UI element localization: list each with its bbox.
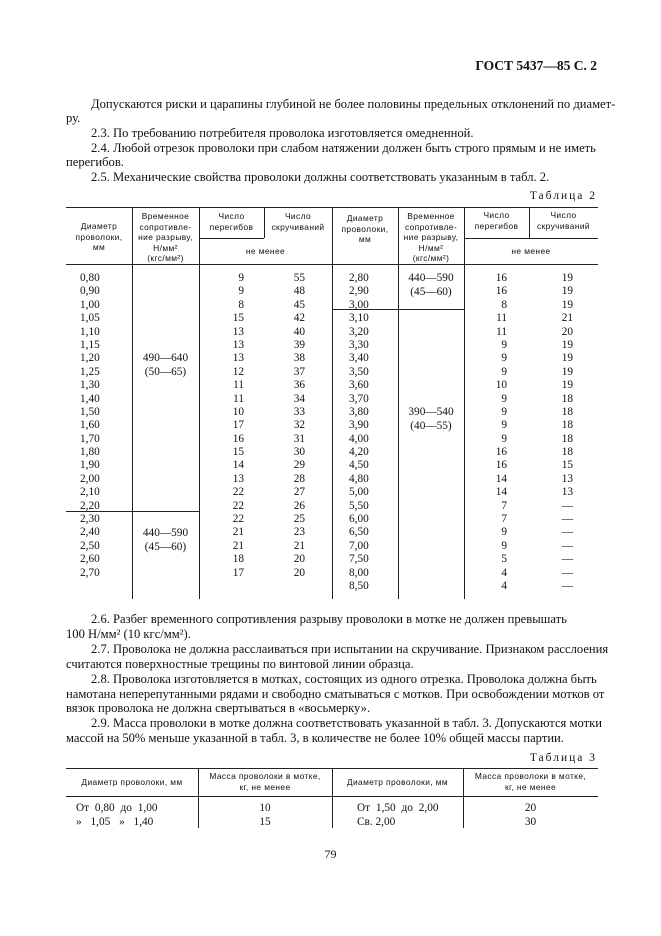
t2-cell-bends: 13	[232, 325, 244, 338]
page-number: 79	[324, 847, 337, 861]
t2-cell-diameter: 1,25	[80, 365, 100, 378]
t2-cell-diameter: 1,10	[80, 325, 100, 338]
t2-cell-diameter: 3,00	[349, 298, 369, 311]
t2-cell-bends: 4	[501, 579, 507, 592]
t2-cell-twists: 19	[561, 338, 573, 351]
t2-cell-twists: 45	[293, 298, 305, 311]
t2-cell-bends: 22	[232, 499, 244, 512]
t2-cell-diameter: 7,00	[349, 539, 369, 552]
t2-cell-twists: 20	[561, 325, 573, 338]
t3-row2-diameter-left: » 1,05 » 1,40	[76, 816, 154, 828]
t2-cell-bends: 12	[232, 365, 244, 378]
t2-cell-bends: 17	[232, 419, 244, 432]
t2-cell-diameter: 1,80	[80, 446, 100, 459]
t2-cell-twists: 13	[561, 472, 573, 485]
t2-right-strength-a: 440—590	[408, 272, 454, 284]
t2-cell-twists: 29	[293, 459, 305, 472]
t2-cell-twists: 33	[293, 405, 305, 418]
t2-cell-bends: 7	[501, 499, 507, 512]
t2-cell-bends: 21	[232, 526, 244, 539]
t3-header-mass-right: Масса проволоки в мотке, кг, не менее	[474, 771, 587, 792]
t2-cell-diameter: 4,80	[349, 472, 369, 485]
t2-cell-twists: 19	[561, 352, 573, 365]
t2-cell-diameter: 1,40	[80, 392, 100, 405]
t2-cell-bends: 9	[501, 392, 507, 405]
t2-cell-bends: 14	[495, 472, 507, 485]
t2-cell-bends: 13	[232, 338, 244, 351]
t2-cell-bends: 14	[495, 486, 507, 499]
t2-cell-twists: 48	[293, 285, 305, 298]
t2-cell-diameter: 1,00	[80, 298, 100, 311]
t2-cell-diameter: 4,00	[349, 432, 369, 445]
t2-right-strength-a-kgf: (45—60)	[410, 286, 452, 298]
t2-cell-diameter: 2,30	[80, 513, 100, 526]
t2-cell-twists: 18	[561, 446, 573, 459]
t2-cell-bends: 9	[238, 272, 244, 284]
t3-header-mass-left: Масса проволоки в мотке, кг, не менее	[209, 771, 321, 792]
t2-cell-diameter: 1,60	[80, 419, 100, 432]
paragraph-2-6-line2: 100 Н/мм² (10 кгс/мм²).	[66, 627, 191, 641]
t2-cell-bends: 13	[232, 472, 244, 485]
t2-cell-twists: —	[561, 539, 573, 552]
t3-row1-diameter-right: От 1,50 до 2,00	[357, 802, 439, 814]
t2-cell-bends: 10	[232, 405, 244, 418]
t2-right-strength-b-kgf: (40—55)	[410, 420, 452, 432]
t2-cell-twists: 32	[293, 419, 305, 432]
t2-cell-diameter: 1,15	[80, 338, 100, 351]
t2-cell-bends: 7	[501, 513, 507, 526]
t2-cell-diameter: 2,80	[349, 272, 369, 284]
t2-cell-twists: 42	[293, 312, 305, 325]
t2-right-diameters	[349, 272, 369, 593]
t2-cell-diameter: 4,20	[349, 446, 369, 459]
paragraph-2-9-line2: массой на 50% меньше указанной в табл. 3, в количестве не более 10% общей массы партии.	[66, 731, 564, 745]
t2-cell-twists: 28	[293, 472, 305, 485]
t2-cell-twists: 25	[293, 513, 305, 526]
t2-cell-diameter: 1,05	[80, 312, 100, 325]
t3-row2-diameter-right: Св. 2,00	[357, 816, 396, 828]
t2-cell-diameter: 1,20	[80, 352, 100, 365]
t2-header-twists-left: Число скручиваний	[271, 211, 325, 232]
t2-cell-twists: 18	[561, 405, 573, 418]
t2-cell-diameter: 2,00	[80, 472, 100, 485]
t2-cell-bends: 14	[232, 459, 244, 472]
t2-header-bends-right: Число перегибов	[474, 210, 519, 231]
t2-cell-bends: 16	[495, 285, 507, 298]
paragraph-2-4-line1: 2.4. Любой отрезок проволоки при слабом натяжении должен быть строго прямым и не иметь	[91, 141, 596, 155]
paragraph-2-7-line2: считаются поверхностные трещины по винтовой линии образца.	[66, 657, 414, 671]
t2-cell-twists: 30	[293, 446, 305, 459]
t2-cell-diameter: 3,80	[349, 405, 369, 418]
t2-cell-diameter: 2,90	[349, 285, 369, 298]
t2-cell-diameter: 3,20	[349, 325, 369, 338]
t2-cell-twists: —	[561, 526, 573, 539]
t3-row1-mass-right: 20	[524, 802, 537, 814]
t2-cell-bends: 11	[233, 379, 244, 392]
t2-left-strength-b: 440—590	[142, 527, 189, 539]
t2-cell-diameter: 3,30	[349, 338, 369, 351]
t2-left-diameters	[80, 272, 100, 580]
t2-cell-diameter: 3,50	[349, 365, 369, 378]
t2-cell-twists: 40	[293, 325, 305, 338]
t2-header-strength-left: Временное сопротивле- ние разрыву, Н/мм² (кгс/мм²)	[138, 211, 193, 264]
t2-cell-twists: —	[561, 553, 573, 566]
t2-cell-diameter: 2,60	[80, 553, 100, 566]
t2-cell-bends: 18	[232, 553, 244, 566]
t2-cell-bends: 11	[233, 392, 244, 405]
t2-cell-twists: 23	[293, 526, 305, 539]
t2-cell-diameter: 3,70	[349, 392, 369, 405]
paragraph-2-6-line1: 2.6. Разбег временного сопротивления разрыву проволоки в мотке не должен превышать	[91, 612, 567, 626]
t2-cell-twists: 21	[561, 312, 573, 325]
t2-cell-diameter: 2,10	[80, 486, 100, 499]
t2-cell-twists: 19	[561, 379, 573, 392]
t2-left-twists	[287, 272, 305, 580]
t2-cell-bends: 16	[495, 459, 507, 472]
t2-cell-twists: 15	[561, 459, 573, 472]
t2-cell-bends: 11	[496, 325, 507, 338]
t2-cell-twists: 31	[293, 432, 305, 445]
t2-cell-bends: 9	[501, 432, 507, 445]
t2-cell-bends: 4	[501, 566, 507, 579]
t2-cell-bends: 9	[501, 365, 507, 378]
t2-cell-twists: 19	[561, 285, 573, 298]
t2-right-bends	[487, 272, 507, 593]
t2-cell-bends: 11	[496, 312, 507, 325]
t2-header-twists-right: Число скручиваний	[536, 210, 591, 231]
t2-cell-diameter: 4,50	[349, 459, 369, 472]
t2-cell-diameter: 1,50	[80, 405, 100, 418]
t2-cell-diameter: 3,10	[349, 312, 369, 325]
t2-cell-diameter: 6,00	[349, 513, 369, 526]
paragraph-2-8-line2: намотана неперепутанными рядами и свободно сматываться с мотков. При освобождении мотков от	[66, 687, 605, 701]
t2-left-strength-b-kgf: (45—60)	[144, 541, 187, 553]
paragraph-2-9-line1: 2.9. Масса проволоки в мотке должна соответствовать указанной в табл. 3. Допускаются мотки	[91, 716, 602, 730]
t2-cell-diameter: 8,00	[349, 566, 369, 579]
t2-cell-twists: 19	[561, 272, 573, 284]
t2-cell-twists: 19	[561, 298, 573, 311]
t2-cell-twists: 34	[293, 392, 305, 405]
t2-right-strength-b: 390—540	[408, 406, 454, 418]
t2-cell-bends: 21	[232, 539, 244, 552]
t2-cell-bends: 8	[238, 298, 244, 311]
t2-cell-diameter: 1,30	[80, 379, 100, 392]
t2-cell-twists: 20	[293, 566, 305, 579]
t3-header-diameter-right: Диаметр проволоки, мм	[346, 777, 449, 787]
t2-cell-bends: 9	[501, 526, 507, 539]
t2-cell-bends: 16	[495, 446, 507, 459]
document-header: ГОСТ 5437—85 С. 2	[475, 58, 597, 73]
t2-cell-diameter: 2,50	[80, 539, 100, 552]
t2-cell-twists: 36	[293, 379, 305, 392]
t2-header-min-right: не менее	[511, 246, 551, 256]
t2-cell-bends: 22	[232, 486, 244, 499]
table3-caption: Таблица 3	[529, 752, 597, 764]
t2-cell-bends: 22	[232, 513, 244, 526]
t2-cell-bends: 17	[232, 566, 244, 579]
t3-row2-mass-right: 30	[524, 816, 537, 828]
t3-row2-mass-left: 15	[259, 816, 271, 828]
t2-cell-diameter: 1,70	[80, 432, 100, 445]
t2-cell-diameter: 3,60	[349, 379, 369, 392]
t2-right-twists	[553, 272, 573, 593]
t2-cell-twists: —	[561, 566, 573, 579]
paragraph-2-8-line1: 2.8. Проволока изготовляется в мотках, состоящих из одного отрезка. Проволока должна быть	[91, 672, 597, 686]
t2-cell-bends: 9	[501, 419, 507, 432]
table2-caption: Таблица 2	[529, 190, 597, 202]
t2-cell-diameter: 7,50	[349, 553, 369, 566]
t3-row1-diameter-left: От 0,80 до 1,00	[76, 802, 158, 814]
t2-cell-bends: 5	[501, 553, 507, 566]
t2-cell-bends: 9	[501, 338, 507, 351]
t2-cell-twists: 18	[561, 432, 573, 445]
t2-cell-bends: 9	[501, 405, 507, 418]
t2-cell-bends: 9	[501, 539, 507, 552]
t2-left-strength-a: 490—640	[142, 352, 189, 364]
paragraph-2-4-line2: перегибов.	[66, 155, 124, 169]
t2-cell-twists: 27	[293, 486, 305, 499]
t2-cell-twists: 18	[561, 392, 573, 405]
t2-cell-bends: 9	[238, 285, 244, 298]
paragraph-2-5: 2.5. Механические свойства проволоки должны соответствовать указанным в табл. 2.	[91, 170, 550, 184]
t3-header-diameter-left: Диаметр проволоки, мм	[81, 777, 183, 787]
t2-cell-twists: —	[561, 579, 573, 592]
t2-cell-bends: 13	[232, 352, 244, 365]
t2-cell-bends: 9	[501, 352, 507, 365]
t2-cell-bends: 15	[232, 446, 244, 459]
t2-cell-bends: 15	[232, 312, 244, 325]
t2-cell-twists: 55	[293, 272, 305, 284]
t2-cell-twists: 21	[293, 539, 305, 552]
t2-cell-bends: 16	[495, 272, 507, 284]
t2-left-bends	[222, 272, 244, 580]
t2-header-min-left: не менее	[245, 246, 286, 256]
t2-cell-twists: 20	[293, 553, 305, 566]
t2-cell-bends: 16	[232, 432, 244, 445]
t2-cell-bends: 8	[501, 298, 507, 311]
t2-left-strength-a-kgf: (50—65)	[144, 366, 187, 378]
t2-header-diameter-right: Диаметр проволоки, мм	[341, 213, 389, 245]
t2-cell-diameter: 2,40	[80, 526, 100, 539]
t2-header-strength-right: Временное сопротивле- ние разрыву, Н/мм² (кгс/мм²)	[403, 211, 459, 264]
t2-cell-diameter: 0,80	[80, 272, 100, 284]
t2-cell-diameter: 3,40	[349, 352, 369, 365]
t2-header-diameter-left: Диаметр проволоки, мм	[75, 221, 123, 253]
t2-cell-twists: 18	[561, 419, 573, 432]
t2-cell-twists: 38	[293, 352, 305, 365]
paragraph-scratches-line2: ру.	[66, 111, 81, 125]
t2-cell-diameter: 5,50	[349, 499, 369, 512]
paragraph-2-8-line3: вязок проволока не должна свертываться в «восьмерку».	[66, 701, 371, 715]
t2-cell-bends: 10	[495, 379, 507, 392]
paragraph-2-3: 2.3. По требованию потребителя проволока изготовляется омедненной.	[91, 126, 474, 140]
t2-header-bends-left: Число перегибов	[209, 211, 254, 232]
t2-cell-twists: 13	[561, 486, 573, 499]
t2-cell-diameter: 3,90	[349, 419, 369, 432]
t2-cell-twists: —	[561, 513, 573, 526]
t2-cell-diameter: 0,90	[80, 285, 100, 298]
paragraph-2-7-line1: 2.7. Проволока не должна расслаиваться при испытании на скручивание. Признаком расслоения	[91, 642, 609, 656]
t2-cell-diameter: 5,00	[349, 486, 369, 499]
t2-cell-twists: 19	[561, 365, 573, 378]
t2-cell-twists: 39	[293, 338, 305, 351]
t2-cell-diameter: 6,50	[349, 526, 369, 539]
t2-cell-diameter: 8,50	[349, 579, 369, 592]
t2-cell-twists: —	[561, 499, 573, 512]
t3-row1-mass-left: 10	[259, 802, 271, 814]
t2-cell-diameter: 2,20	[80, 499, 100, 512]
paragraph-scratches-line1: Допускаются риски и царапины глубиной не более половины предельных отклонений по диамет-	[91, 97, 616, 111]
t2-cell-diameter: 1,90	[80, 459, 100, 472]
t2-cell-diameter: 2,70	[80, 566, 100, 579]
t2-cell-twists: 26	[293, 499, 305, 512]
t2-cell-twists: 37	[293, 365, 305, 378]
